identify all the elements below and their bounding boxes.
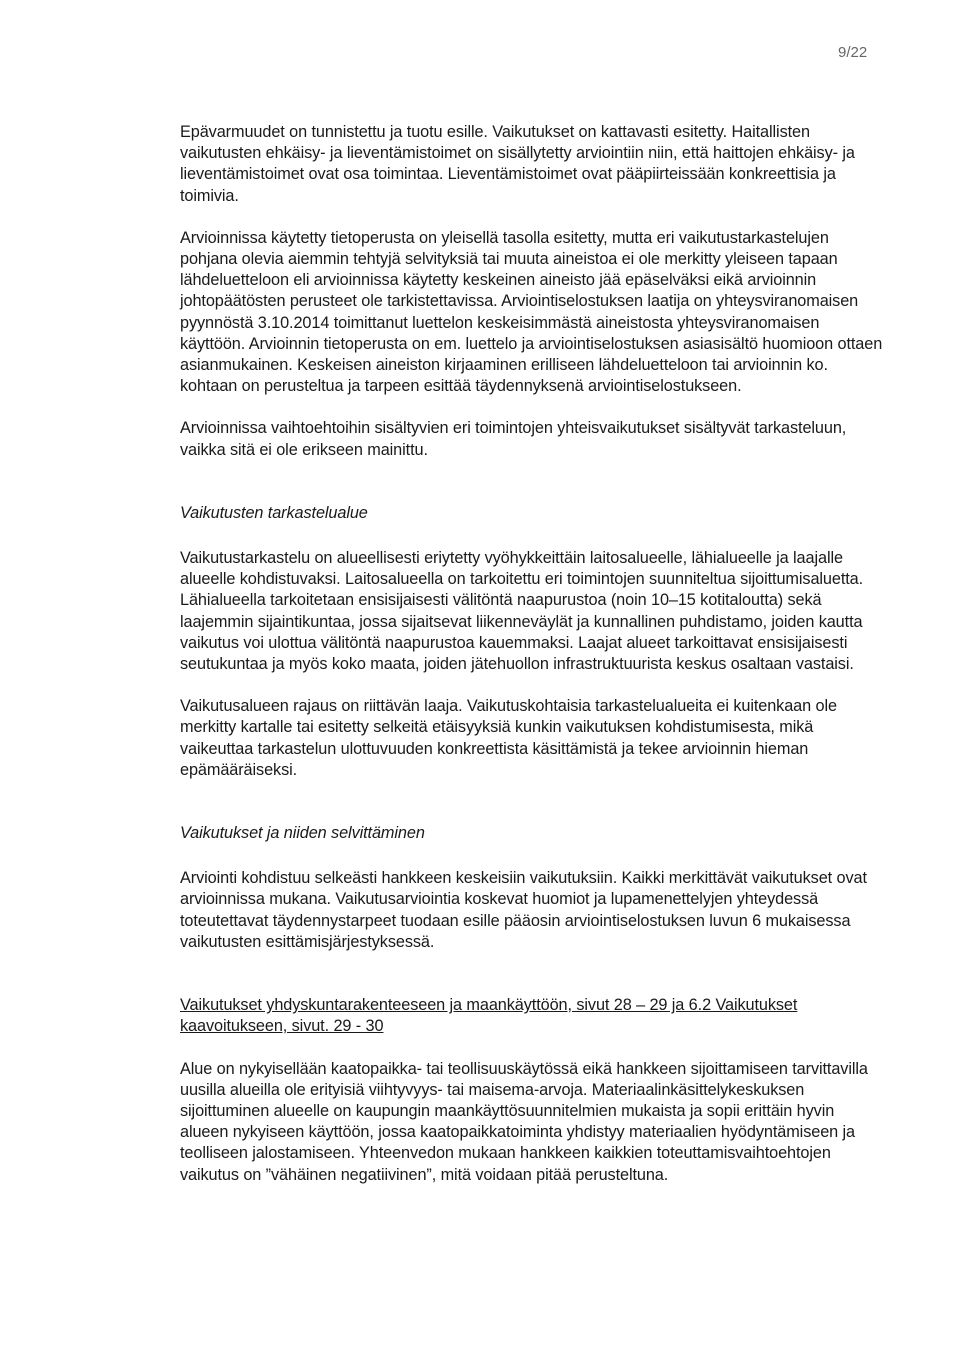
- section-heading-impact-area: Vaikutusten tarkastelualue: [180, 503, 368, 522]
- paragraph-impact-zones: Vaikutustarkastelu on alueellisesti eriytetty vyöhykkeittäin laitosalueelle, lähialueelle ja laajalle alueelle kohdistuvaksi. Laitosalueella on tarkoitettu eri toimintojen suunniteltua sijoittumisaluetta. Lähialueella tarkoitetaan ensisijaisesti välitöntä naapurustoa (noin 10–15 kotitaloutta) sekä laajemmin sijaintikuntaa, jossa sijaitsevat liikenneväylät ja kunnallinen puhdistamo, joiden kautta vaikutus voi ulottua välitöntä naapurustoa kauemmaksi. Laajat alueet tarkoittavat ensisijaisesti seutukuntaa ja myös koko maata, joiden jätehuollon infrastruktuurista keskus osaltaan vastaisi.: [180, 549, 864, 674]
- section-heading-impacts: Vaikutukset ja niiden selvittäminen: [180, 824, 425, 843]
- paragraph-land-use: Alue on nykyisellään kaatopaikka- tai teollisuuskäytössä eikä hankkeen sijoittamiseen tarvittavilla uusilla alueilla ole erityisiä viihtyvyys- tai maisema-arvoja. Materiaalinkäsittelykeskuksen sijoittuminen alueelle on kaupungin maankäyttösuunnitelmien mukaista ja sopii erittäin hyvin alueen nykyiseen käyttöön, jossa kaatopaikkatoiminta yhdistyy materiaalien hyödyntämiseen ja teolliseen jalostamiseen. Yhteenvedon mukaan hankkeen kaikkien toteuttamisvaihtoehtojen vaikutus on ”vähäinen negatiivinen”, mitä voidaan pitää perusteltuna.: [180, 1059, 868, 1184]
- section-heading-land-use: Vaikutukset yhdyskuntarakenteeseen ja maankäyttöön, sivut 28 – 29 ja 6.2 Vaikutukset kaavoitukseen, sivut. 29 - 30: [180, 996, 798, 1036]
- document-body: [180, 122, 886, 1207]
- paragraph-impact-area-extent: Vaikutusalueen rajaus on riittävän laaja. Vaikutuskohtaisia tarkastelualueita ei kuitenkaan ole merkitty kartalle tai esitetty selkeitä etäisyyksiä kunkin vaikutuksen kohdistumisesta, mikä vaikeuttaa tarkastelun ulottuvuuden konkreettista käsittämistä ja tekee arvioinnin hieman epämääräiseksi.: [180, 697, 837, 779]
- paragraph-combined-effects: Arvioinnissa vaihtoehtoihin sisältyvien eri toimintojen yhteisvaikutukset sisältyvät tarkasteluun, vaikka sitä ei ole erikseen mainittu.: [180, 419, 847, 459]
- page-number: 9/22: [838, 44, 868, 61]
- paragraph-knowledge-base: Arvioinnissa käytetty tietoperusta on yleisellä tasolla esitetty, mutta eri vaikutustarkastelujen pohjana olevia aiemmin tehtyjä selvityksiä tai muuta aineistoa ei ole merkitty yleiseen tapaan lähdeluetteloon eli arvioinnissa käytetty keskeinen aineisto jää epäselväksi eikä arvioinnin johtopäätösten perusteet ole tarkistettavissa. Arviointiselostuksen laatija on yhteysviranomaisen pyynnöstä 3.10.2014 toimittanut luettelon keskeisimmästä aineistosta yhteysviranomaisen käyttöön. Arvioinnin tietoperusta on em. luettelo ja arviointiselostuksen asiasisältö huomioon ottaen asianmukainen. Keskeisen aineiston kirjaaminen erilliseen lähdeluetteloon tai arvioinnin ko. kohtaan on perusteltua ja tarpeen esittää täydennyksenä arviointiselostukseen.: [180, 228, 883, 396]
- paragraph-uncertainties: Epävarmuudet on tunnistettu ja tuotu esille. Vaikutukset on kattavasti esitetty. Haitallisten vaikutusten ehkäisy- ja lieventämistoimet on sisällytetty arviointiin niin, että haittojen ehkäisy- ja lieventämistoimet ovat osa toimintaa. Lieventämistoimet ovat pääpiirteissään konkreettisia ja toimivia.: [180, 123, 855, 205]
- paragraph-impacts-assessment: Arviointi kohdistuu selkeästi hankkeen keskeisiin vaikutuksiin. Kaikki merkittävät vaikutukset ovat arvioinnissa mukana. Vaikutusarviointia koskevat huomiot ja lupamenettelyjen yhteydessä toteutettavat täydennystarpeet tuodaan esille pääosin arviointiselostuksen luvun 6 mukaisessa vaikutusten esittämisjärjestyksessä.: [180, 869, 867, 951]
